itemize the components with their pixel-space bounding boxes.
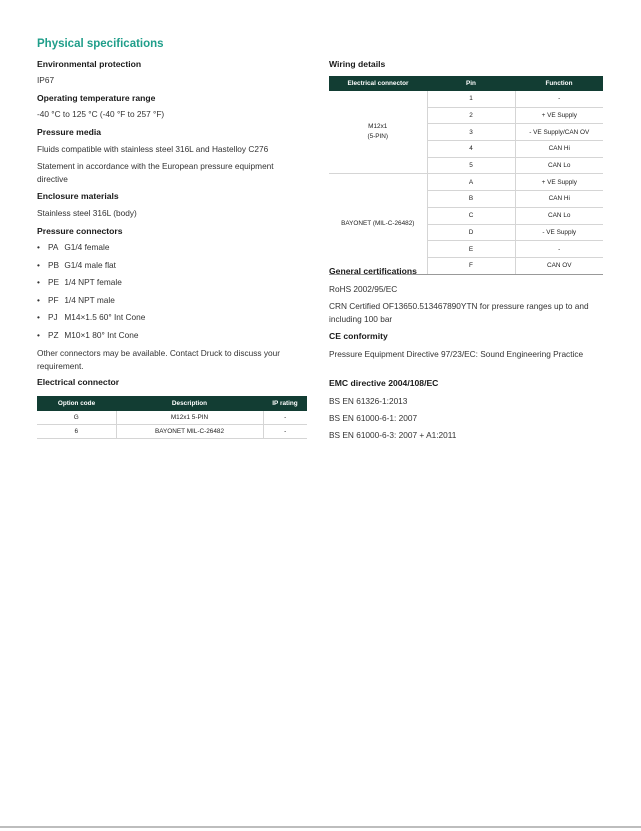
env-value: IP67: [37, 75, 55, 85]
table-row: 5 CAN Lo: [329, 157, 603, 174]
elec-heading: Electrical connector: [37, 377, 120, 387]
connector-group-m12: M12x1 (5-PIN): [329, 91, 427, 174]
col-header: IP rating: [263, 396, 307, 411]
col-header: Electrical connector: [329, 76, 427, 91]
table-row: 3 - VE Supply/CAN OV: [329, 124, 603, 141]
temp-heading: Operating temperature range: [37, 93, 156, 103]
table-row: D - VE Supply: [329, 224, 603, 241]
list-item: • PB G1/4 male flat: [37, 260, 116, 270]
enclosure-value: Stainless steel 316L (body): [37, 208, 137, 218]
col-header: Description: [116, 396, 263, 411]
emc-item: BS EN 61000-6-1: 2007: [329, 413, 418, 423]
table-row: F CAN OV: [329, 257, 603, 274]
other-connectors-note: Other connectors may be available. Contact Druck to discuss your requirement.: [37, 348, 281, 371]
temp-value: -40 °C to 125 °C (-40 °F to 257 °F): [37, 109, 165, 119]
list-item: • PE 1/4 NPT female: [37, 277, 122, 287]
table-row: 4 CAN Hi: [329, 141, 603, 158]
list-item: • PZ M10×1 80° Int Cone: [37, 330, 139, 340]
general-cert-heading: General certifications: [329, 266, 417, 276]
table-row: E -: [329, 241, 603, 258]
electrical-connector-table: [37, 396, 307, 439]
ce-heading: CE conformity: [329, 331, 388, 341]
rohs-value: RoHS 2002/95/EC: [329, 284, 398, 294]
col-header: Option code: [37, 396, 116, 411]
table-row: B CAN Hi: [329, 191, 603, 208]
connectors-heading: Pressure connectors: [37, 226, 123, 236]
table-row: 6 BAYONET MIL-C-26482 -: [37, 425, 307, 439]
col-header: Pin: [427, 76, 515, 91]
env-heading: Environmental protection: [37, 59, 142, 69]
table-row: 2 + VE Supply: [329, 107, 603, 124]
enclosure-heading: Enclosure materials: [37, 191, 119, 201]
table-row: BAYONET (MIL-C-26482) A + VE Supply: [329, 174, 603, 191]
list-item: • PF 1/4 NPT male: [37, 295, 115, 305]
ped-value: Pressure Equipment Directive 97/23/EC: Sound Engineering Practice: [329, 349, 584, 359]
media-line2: Statement in accordance with the European pressure equipment directive: [37, 161, 274, 184]
col-header: Function: [515, 76, 603, 91]
emc-item: BS EN 61000-6-3: 2007 + A1:2011: [329, 430, 457, 440]
list-item: • PJ M14×1.5 60° Int Cone: [37, 312, 146, 322]
connector-group-bayonet: BAYONET (MIL-C-26482): [329, 174, 427, 274]
crn-value: CRN Certified OF13650.513467890YTN for pressure ranges up to and including 100 bar: [329, 301, 589, 324]
footer-divider: [0, 826, 641, 828]
list-item: • PA G1/4 female: [37, 242, 110, 252]
table-row: C CAN Lo: [329, 207, 603, 224]
emc-item: BS EN 61326-1:2013: [329, 396, 408, 406]
media-heading: Pressure media: [37, 127, 102, 137]
wiring-table: [329, 76, 603, 275]
wiring-heading: Wiring details: [329, 59, 386, 69]
section-title: Physical specifications: [37, 38, 164, 50]
table-row: G M12x1 5-PIN -: [37, 411, 307, 425]
media-line1: Fluids compatible with stainless steel 316L and Hastelloy C276: [37, 144, 269, 154]
emc-heading: EMC directive 2004/108/EC: [329, 378, 439, 388]
table-row: M12x1 (5-PIN) 1 -: [329, 91, 603, 107]
